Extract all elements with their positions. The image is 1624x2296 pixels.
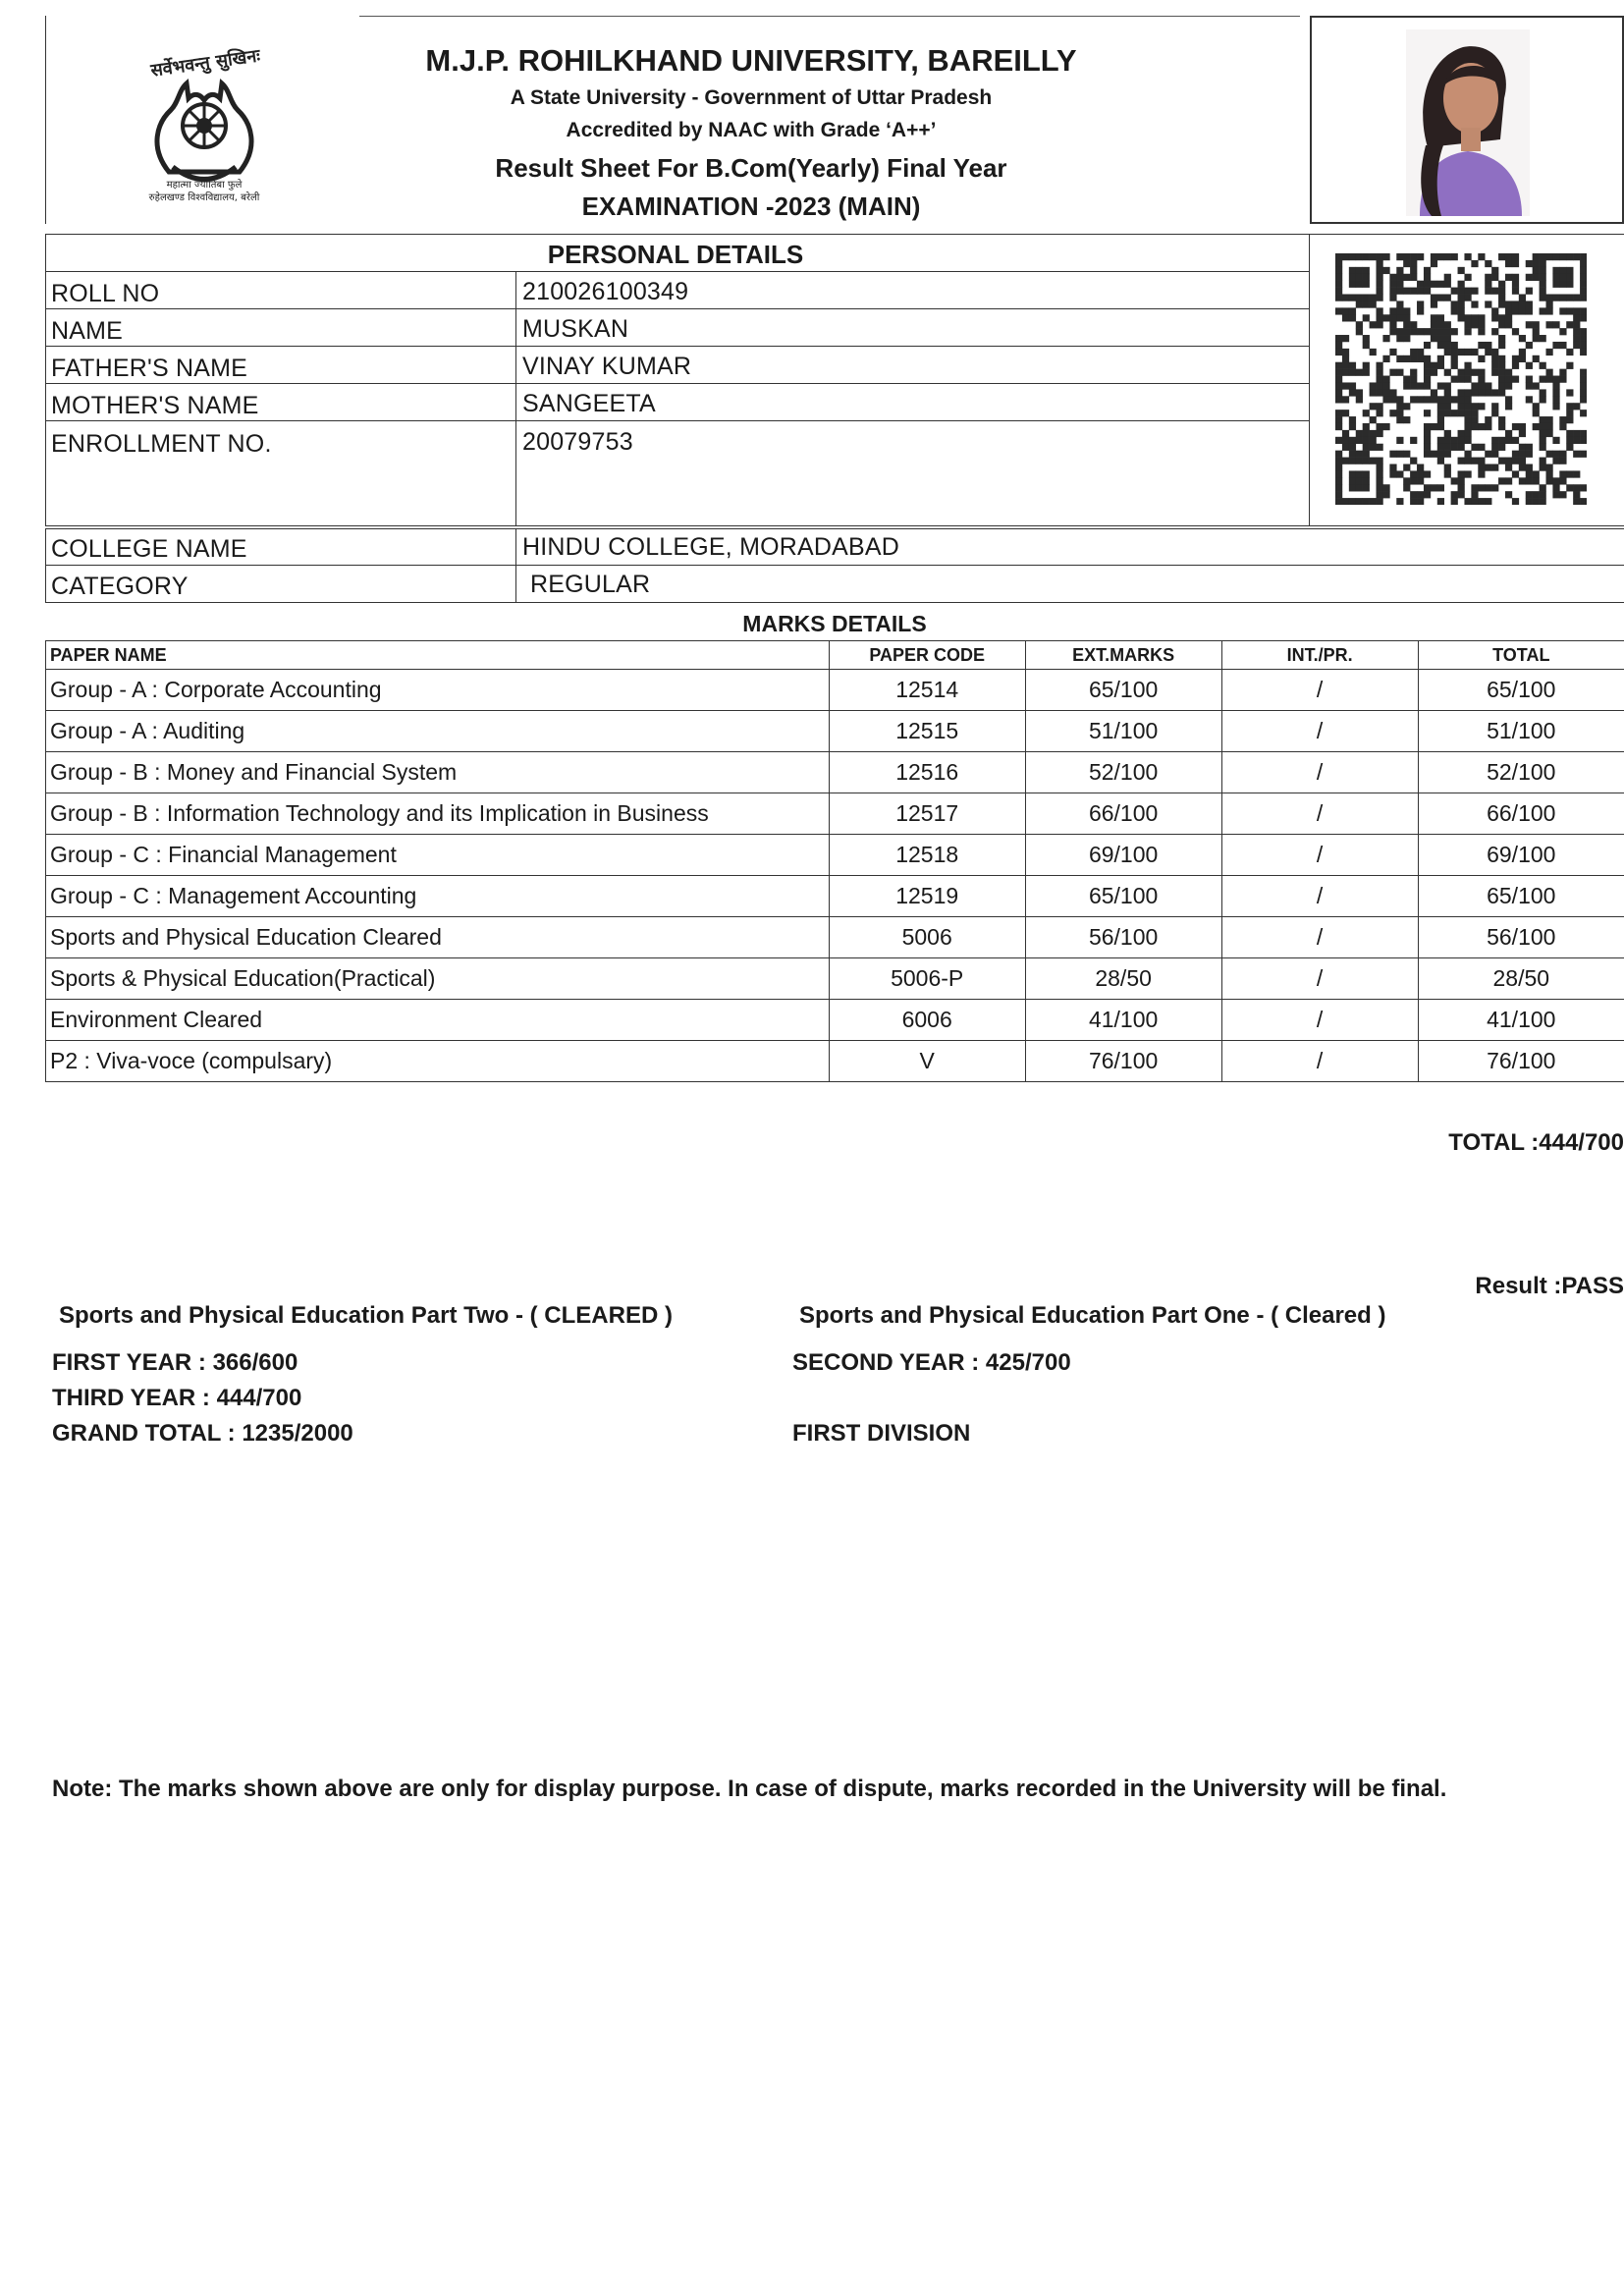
- cell-int-pr: /: [1221, 958, 1418, 1000]
- result-status: Result :PASS: [1475, 1273, 1624, 1299]
- cell-paper-code: 12517: [829, 793, 1025, 835]
- cell-paper-name: P2 : Viva-voce (compulsary): [46, 1041, 830, 1082]
- col-paper-name: PAPER NAME: [46, 641, 830, 670]
- marks-row: [46, 1041, 1624, 1082]
- cell-total: 28/50: [1418, 958, 1624, 1000]
- marks-row: [46, 835, 1624, 876]
- cell-paper-name: Group - B : Information Technology and its Implication in Business: [46, 793, 830, 835]
- sports-part-two: Sports and Physical Education Part Two - ( CLEARED ): [59, 1302, 673, 1329]
- cell-ext-marks: 65/100: [1025, 876, 1221, 917]
- accreditation-line: Accredited by NAAC with Grade ‘A++’: [566, 119, 937, 141]
- cell-ext-marks: 51/100: [1025, 711, 1221, 752]
- grid-line: [45, 346, 1310, 347]
- cell-total: 69/100: [1418, 835, 1624, 876]
- cell-paper-name: Group - A : Auditing: [46, 711, 830, 752]
- cell-int-pr: /: [1221, 1041, 1418, 1082]
- cell-paper-code: V: [829, 1041, 1025, 1082]
- grid-line: [45, 271, 1310, 272]
- cell-int-pr: /: [1221, 876, 1418, 917]
- cell-total: 76/100: [1418, 1041, 1624, 1082]
- cell-int-pr: /: [1221, 835, 1418, 876]
- cell-paper-code: 6006: [829, 1000, 1025, 1041]
- cell-int-pr: /: [1221, 917, 1418, 958]
- cell-ext-marks: 65/100: [1025, 670, 1221, 711]
- marks-details-heading: MARKS DETAILS: [742, 611, 927, 636]
- cell-int-pr: /: [1221, 670, 1418, 711]
- cell-total: 52/100: [1418, 752, 1624, 793]
- marks-header-row: [46, 641, 1624, 670]
- cell-paper-code: 12516: [829, 752, 1025, 793]
- father-value: VINAY KUMAR: [522, 353, 692, 380]
- header-top-rule: [359, 16, 1300, 17]
- cell-paper-name: Group - A : Corporate Accounting: [46, 670, 830, 711]
- cell-ext-marks: 28/50: [1025, 958, 1221, 1000]
- marks-row: [46, 793, 1624, 835]
- cell-int-pr: /: [1221, 1000, 1418, 1041]
- cell-paper-code: 12515: [829, 711, 1025, 752]
- cell-total: 41/100: [1418, 1000, 1624, 1041]
- cell-paper-name: Sports and Physical Education Cleared: [46, 917, 830, 958]
- personal-details-heading: PERSONAL DETAILS: [547, 240, 804, 269]
- category-value: REGULAR: [530, 571, 651, 598]
- cell-ext-marks: 56/100: [1025, 917, 1221, 958]
- grid-line: [45, 308, 1310, 309]
- cell-paper-code: 12518: [829, 835, 1025, 876]
- marks-row: [46, 670, 1624, 711]
- roll-label: ROLL NO: [51, 280, 160, 307]
- cell-paper-code: 12514: [829, 670, 1025, 711]
- marks-table: [45, 640, 1624, 1082]
- cell-paper-name: Group - C : Management Accounting: [46, 876, 830, 917]
- division: FIRST DIVISION: [792, 1420, 971, 1447]
- marks-row: [46, 876, 1624, 917]
- second-year-total: SECOND YEAR : 425/700: [792, 1349, 1071, 1376]
- cell-total: 65/100: [1418, 876, 1624, 917]
- student-photo: [1406, 29, 1530, 216]
- result-sheet-title: Result Sheet For B.Com(Yearly) Final Year: [495, 153, 1007, 183]
- cell-paper-code: 12519: [829, 876, 1025, 917]
- grid-line: [45, 565, 1624, 566]
- grid-line: [515, 528, 516, 603]
- grid-line: [515, 271, 516, 526]
- col-int-pr: INT./PR.: [1221, 641, 1418, 670]
- grid-line: [45, 420, 1310, 421]
- sports-part-one: Sports and Physical Education Part One - ( Cleared ): [799, 1302, 1386, 1329]
- marks-row: [46, 958, 1624, 1000]
- college-value: HINDU COLLEGE, MORADABAD: [522, 533, 900, 561]
- cell-total: 56/100: [1418, 917, 1624, 958]
- cell-total: 66/100: [1418, 793, 1624, 835]
- marks-row: [46, 711, 1624, 752]
- logo-motto: सर्वेभवन्तु सुखिनः: [149, 45, 262, 82]
- marks-row: [46, 1000, 1624, 1041]
- cell-ext-marks: 66/100: [1025, 793, 1221, 835]
- roll-value: 210026100349: [522, 278, 689, 305]
- qr-code: [1335, 253, 1587, 505]
- col-paper-code: PAPER CODE: [829, 641, 1025, 670]
- cell-int-pr: /: [1221, 752, 1418, 793]
- third-year-total: THIRD YEAR : 444/700: [52, 1385, 302, 1411]
- disclaimer-note: Note: The marks shown above are only for display purpose. In case of dispute, marks recorded in the University will be final.: [52, 1776, 1447, 1802]
- enrollment-label: ENROLLMENT NO.: [51, 430, 272, 458]
- col-total: TOTAL: [1418, 641, 1624, 670]
- university-subtitle: A State University - Government of Uttar Pradesh: [510, 86, 993, 109]
- photo-frame: [1310, 16, 1624, 224]
- cell-ext-marks: 69/100: [1025, 835, 1221, 876]
- cell-paper-name: Group - C : Financial Management: [46, 835, 830, 876]
- name-value: MUSKAN: [522, 315, 629, 343]
- university-logo: [110, 29, 297, 206]
- logo-caption-2: रुहेलखण्ड विश्वविद्यालय, बरेली: [148, 192, 260, 203]
- marks-row: [46, 917, 1624, 958]
- cell-paper-name: Sports & Physical Education(Practical): [46, 958, 830, 1000]
- university-name: M.J.P. ROHILKHAND UNIVERSITY, BAREILLY: [425, 43, 1077, 78]
- grand-total: GRAND TOTAL : 1235/2000: [52, 1420, 353, 1447]
- first-year-total: FIRST YEAR : 366/600: [52, 1349, 298, 1376]
- cell-ext-marks: 41/100: [1025, 1000, 1221, 1041]
- total-marks: TOTAL :444/700: [1448, 1129, 1624, 1156]
- col-ext-marks: EXT.MARKS: [1025, 641, 1221, 670]
- father-label: FATHER'S NAME: [51, 355, 247, 382]
- mother-value: SANGEETA: [522, 390, 656, 417]
- cell-paper-name: Group - B : Money and Financial System: [46, 752, 830, 793]
- college-label: COLLEGE NAME: [51, 535, 247, 563]
- enrollment-value: 20079753: [522, 428, 633, 456]
- cell-int-pr: /: [1221, 711, 1418, 752]
- cell-ext-marks: 76/100: [1025, 1041, 1221, 1082]
- category-label: CATEGORY: [51, 573, 189, 600]
- logo-caption-1: महात्मा ज्योतिबा फुले: [166, 180, 243, 191]
- cell-paper-name: Environment Cleared: [46, 1000, 830, 1041]
- cell-total: 65/100: [1418, 670, 1624, 711]
- mother-label: MOTHER'S NAME: [51, 392, 259, 419]
- cell-paper-code: 5006: [829, 917, 1025, 958]
- cell-paper-code: 5006-P: [829, 958, 1025, 1000]
- cell-int-pr: /: [1221, 793, 1418, 835]
- examination-title: EXAMINATION -2023 (MAIN): [581, 191, 921, 221]
- marks-row: [46, 752, 1624, 793]
- cell-ext-marks: 52/100: [1025, 752, 1221, 793]
- cell-total: 51/100: [1418, 711, 1624, 752]
- grid-line: [45, 383, 1310, 384]
- name-label: NAME: [51, 317, 124, 345]
